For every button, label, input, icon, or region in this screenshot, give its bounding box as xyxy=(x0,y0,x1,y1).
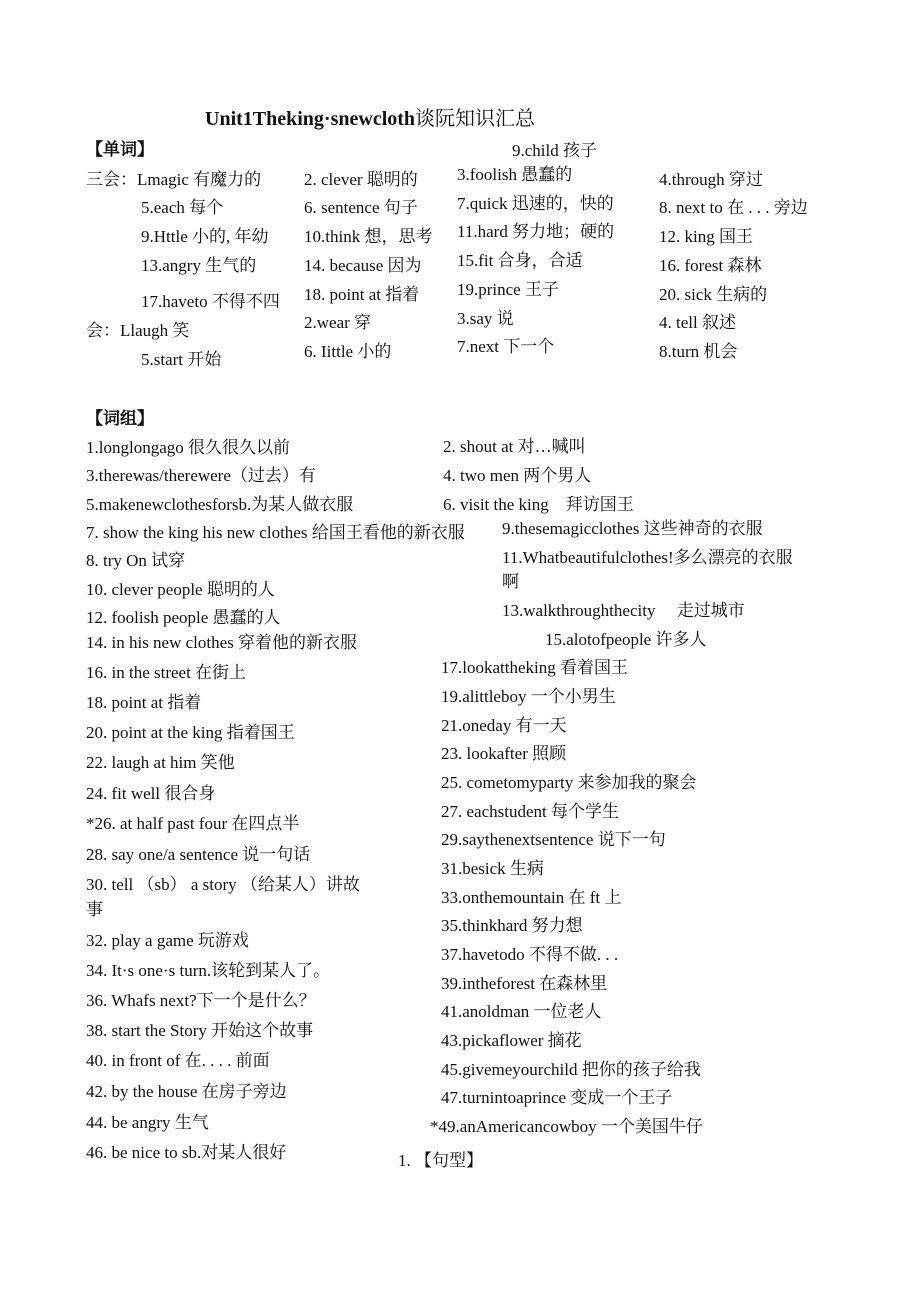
section-phrases-heading: 【词组】 xyxy=(86,409,154,428)
phrase-item: 25. cometomyparty 来参加我的聚会 xyxy=(441,773,697,792)
phrase-item: 30. tell （sb） a story （给某人）讲故 xyxy=(86,875,360,894)
word-item: 2.wear 穿 xyxy=(304,313,372,332)
phrase-item: 38. start the Story 开始这个故事 xyxy=(86,1021,314,1040)
phrase-item: 4. two men 两个男人 xyxy=(443,466,592,485)
page-title-rest: 谈阮知识汇总 xyxy=(415,108,536,130)
section-sentences-heading: 1. 【句型】 xyxy=(398,1151,483,1170)
phrase-item: 40. in front of 在. . . . 前面 xyxy=(86,1051,270,1070)
word-item: 4. tell 叙述 xyxy=(659,313,736,332)
word-item: 20. sick 生病的 xyxy=(659,285,768,304)
phrase-item: 31.besick 生病 xyxy=(441,859,544,878)
word-item: 2. clever 聪明的 xyxy=(304,170,418,189)
phrase-item: 28. say one/a sentence 说一句话 xyxy=(86,845,311,864)
word-item: 17.haveto 不得不四 xyxy=(141,292,280,311)
word-item: 三会：Lmagic 有魔力的 xyxy=(86,170,262,189)
phrase-item: 7. show the king his new clothes 给国王看他的新衣服 xyxy=(86,523,465,542)
phrase-item: 41.anoldman 一位老人 xyxy=(441,1002,602,1021)
phrase-item: 23. lookafter 照顾 xyxy=(441,744,567,763)
word-item: 5.each 每个 xyxy=(141,198,224,217)
phrase-item: 9.thesemagicclothes 这些神奇的衣服 xyxy=(502,519,763,538)
phrase-item: 46. be nice to sb.对某人很好 xyxy=(86,1143,287,1162)
phrase-item: 21.oneday 有一天 xyxy=(441,716,567,735)
word-item: 会：Llaugh 笑 xyxy=(86,321,190,340)
word-item: 6. sentence 句子 xyxy=(304,198,418,217)
word-item: 13.angry 生气的 xyxy=(141,256,257,275)
phrase-item: 47.turnintoaprince 变成一个王子 xyxy=(441,1088,673,1107)
word-item: 8.turn 机会 xyxy=(659,342,738,361)
phrase-item: 39.intheforest 在森林里 xyxy=(441,974,608,993)
phrase-item: *26. at half past four 在四点半 xyxy=(86,814,300,833)
phrase-item: 43.pickaflower 摘花 xyxy=(441,1031,582,1050)
word-item: 7.next 下一个 xyxy=(457,337,555,356)
word-item: 10.think 想，思考 xyxy=(304,227,433,246)
word-item: 9.Httle 小的, 年幼 xyxy=(141,227,269,246)
phrase-item: 42. by the house 在房子旁边 xyxy=(86,1082,287,1101)
phrase-item: 8. try On 试穿 xyxy=(86,551,186,570)
word-item: 6. Iittle 小的 xyxy=(304,342,392,361)
phrase-item: 44. be angry 生气 xyxy=(86,1113,209,1132)
word-item: 14. because 因为 xyxy=(304,256,422,275)
word-item: 4.through 穿过 xyxy=(659,170,763,189)
phrase-item: 12. foolish people 愚蠢的人 xyxy=(86,608,281,627)
phrase-item: 33.onthemountain 在 ft 上 xyxy=(441,888,622,907)
phrase-item: 5.makenewclothesforsb.为某人做衣服 xyxy=(86,495,354,514)
phrase-item: 14. in his new clothes 穿着他的新衣服 xyxy=(86,633,358,652)
word-item: 8. next to 在 . . . 旁边 xyxy=(659,198,808,217)
phrase-item: 36. Whafs next?下一个是什么？ xyxy=(86,991,316,1010)
phrase-item: 16. in the street 在街上 xyxy=(86,663,247,682)
phrase-item: 19.alittleboy 一个小男生 xyxy=(441,687,616,706)
phrase-item: 24. fit well 很合身 xyxy=(86,784,216,803)
phrase-item: 29.saythenextsentence 说下一句 xyxy=(441,830,666,849)
phrase-item: 15.alotofpeople 许多人 xyxy=(545,630,707,649)
page-title xyxy=(205,109,535,129)
word-item: 15.fit 合身，合适 xyxy=(457,251,583,270)
phrase-item: 32. play a game 玩游戏 xyxy=(86,931,249,950)
word-item: 19.prince 王子 xyxy=(457,280,559,299)
phrase-item: 17.lookattheking 看着国王 xyxy=(441,658,628,677)
phrase-item: 20. point at the king 指着国王 xyxy=(86,723,295,742)
word-item: 5.start 开始 xyxy=(141,350,222,369)
word-item: 16. forest 森林 xyxy=(659,256,762,275)
phrase-item: *49.anAmericancowboy 一个美国牛仔 xyxy=(430,1117,703,1136)
word-item: 12. king 国王 xyxy=(659,227,753,246)
phrase-item: 22. laugh at him 笑他 xyxy=(86,753,235,772)
phrase-item: 10. clever people 聪明的人 xyxy=(86,580,275,599)
phrase-item: 27. eachstudent 每个学生 xyxy=(441,802,619,821)
phrase-item: 35.thinkhard 努力想 xyxy=(441,916,583,935)
word-item: 11.hard 努力地；硬的 xyxy=(457,222,615,241)
phrase-item: 1.longlongago 很久很久以前 xyxy=(86,438,290,457)
phrase-item: 6. visit the king 拜访国王 xyxy=(443,495,634,514)
phrase-item: 13.walkthroughthecity 走过城市 xyxy=(502,601,745,620)
word-item: 9.child 孩子 xyxy=(512,141,597,160)
word-item: 18. point at 指着 xyxy=(304,285,420,304)
word-item: 3.say 说 xyxy=(457,309,514,328)
section-words-heading: 【单词】 xyxy=(86,140,154,159)
phrase-item: 45.givemeyourchild 把你的孩子给我 xyxy=(441,1060,701,1079)
phrase-item: 啊 xyxy=(502,572,519,591)
phrase-item: 3.therewas/therewere（过去）有 xyxy=(86,466,316,485)
phrase-item: 18. point at 指着 xyxy=(86,693,202,712)
word-item: 3.foolish 愚蠢的 xyxy=(457,165,573,184)
phrase-item: 37.havetodo 不得不做. . . xyxy=(441,945,619,964)
word-item: 7.quick 迅速的，快的 xyxy=(457,194,614,213)
page-title-bold: Unit1Theking·snewcloth xyxy=(205,108,416,130)
phrase-item: 11.Whatbeautifulclothes!多么漂亮的衣服 xyxy=(502,548,793,567)
phrase-item: 2. shout at 对…喊叫 xyxy=(443,437,586,456)
phrase-item: 34. It·s one·s turn.该轮到某人了。 xyxy=(86,961,331,980)
phrase-item: 事 xyxy=(86,900,103,919)
